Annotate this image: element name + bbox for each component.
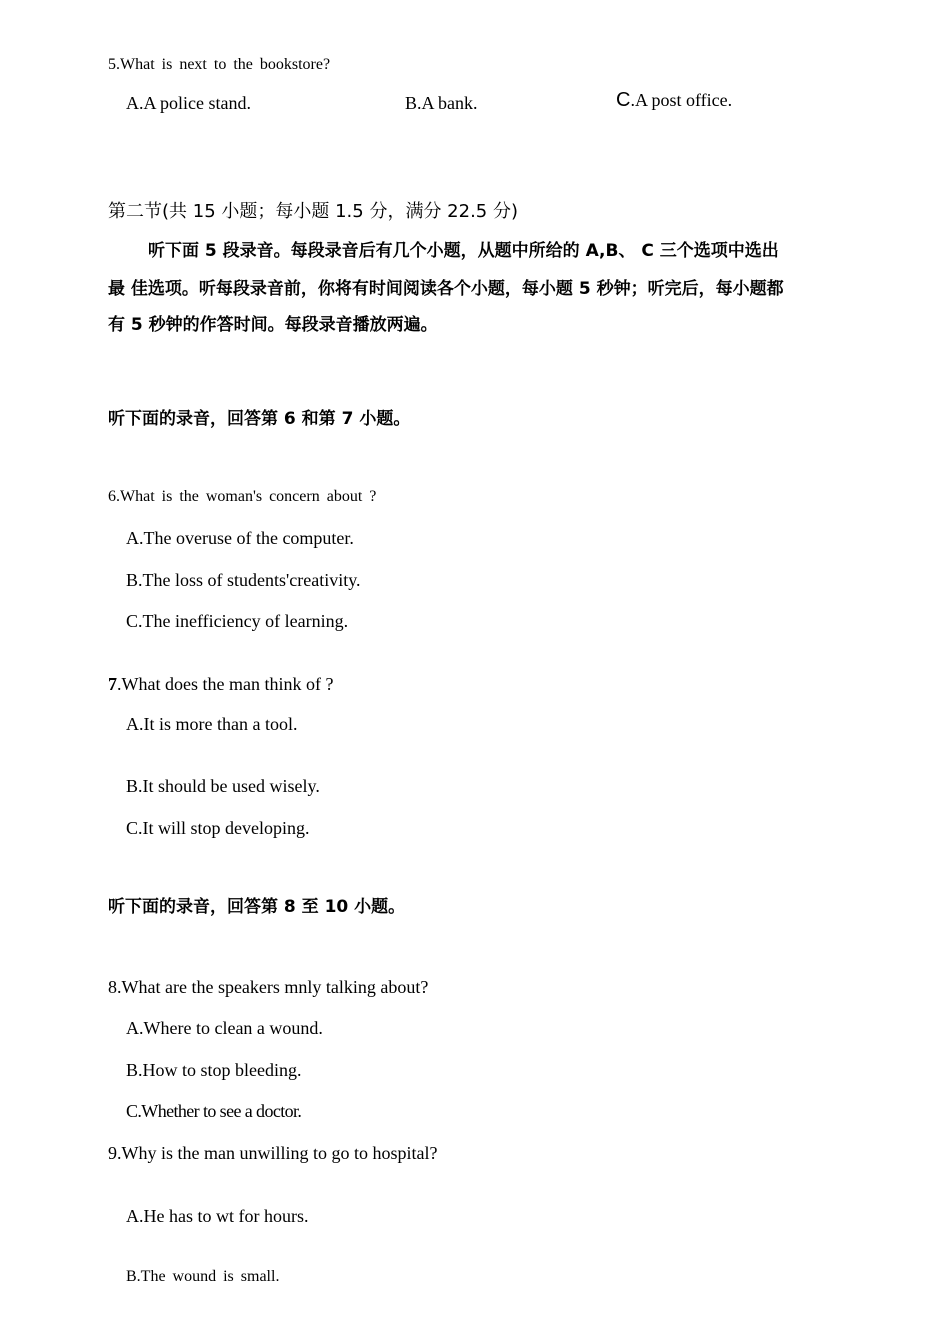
q8-option-a: A.Where to clean a wound. [126,1018,323,1038]
section2-title: 第二节(共 15 小题；每小题 1.5 分，满分 22.5 分) [108,201,518,222]
q6-option-a: A.The overuse of the computer. [126,528,354,548]
q5-option-a: A.A police stand. [126,93,251,113]
section2-instructions-line2: 最 佳选项。听每段录音前，你将有时间阅读各个小题，每小题 5 秒钟；听完后，每小题都 [108,279,784,299]
q8-question: 8.What are the speakers mnly talking about? [108,977,429,997]
q5-option-c [616,90,732,110]
q7-question-text: .What does the man think of ? [117,674,334,694]
group1-heading: 听下面的录音，回答第 6 和第 7 小题。 [108,409,411,429]
section2-instructions-line1: 听下面 5 段录音。每段录音后有几个小题，从题中所给的 A,B、 C 三个选项中选出 [148,241,779,261]
q6-option-b: B.The loss of students'creativity. [126,570,361,590]
q6-option-c: C.The inefficiency of learning. [126,611,349,631]
q7-option-a: A.It is more than a tool. [126,714,298,734]
q7-option-c: C.It will stop developing. [126,818,310,838]
q5-option-b: B.A bank. [405,93,478,113]
group2-heading: 听下面的录音，回答第 8 至 10 小题。 [108,897,406,917]
q7-question [108,675,333,693]
q5-option-c-letter: C [616,89,631,111]
q8-option-c: C.Whether to see a doctor. [126,1101,302,1121]
q9-option-a: A.He has to wt for hours. [126,1206,309,1226]
q5-option-c-text: .A post office. [630,90,733,110]
q7-number: 7 [108,674,117,694]
q6-question: 6.What is the woman's concern about ? [108,488,377,505]
section2-instructions-line3: 有 5 秒钟的作答时间。每段录音播放两遍。 [108,315,438,335]
q9-option-b: B.The wound is small. [126,1268,280,1285]
q5-question: 5.What is next to the bookstore? [108,56,331,73]
q9-question: 9.Why is the man unwilling to go to hospital? [108,1143,438,1163]
q7-option-b: B.It should be used wisely. [126,776,320,796]
q8-option-b: B.How to stop bleeding. [126,1060,302,1080]
